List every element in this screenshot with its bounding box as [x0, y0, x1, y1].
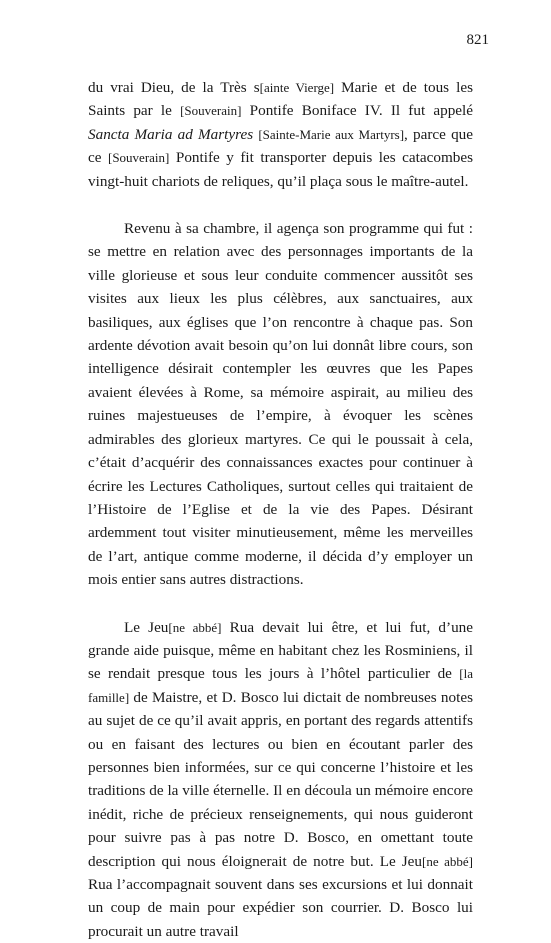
text-segment: Pontife Boniface IV. Il fut appelé	[241, 102, 473, 120]
text-segment: Marie et de tous les Saints par le	[88, 79, 473, 120]
text-segment: Revenu à sa chambre, il agença son programme qui fut : se mettre en relation avec des personnages importants de la ville glorieuse et sous leur conduite commencer aussitôt ses visites aux lieux les plus célèbres, aux sanctuaires, aux basiliques, aux églises que l’on rencontre à chaque pas. Son ardente dévotion avait besoin qu’on lui donnât libre cours, son intelligence désirait contempler les œuvres que les Papes avaient élevées à Rome, sa mémoire aspirait, au milieu des ruines majestueuses de l’empire, à évoquer les scènes admirables des glorieux martyres. Ce qui le poussait à cela, c’était d’acquérir des connaissances exactes pour continuer à écrire les Lectures Catholiques, surtout celles qui traitaient de l’Histoire de l’Eglise et de la vie des Papes. Désirant ardemment tout visiter minutieusement, même les merveilles de l’art, antique comme moderne, il décida d’y employer un mois entier sans autres distractions.	[88, 220, 473, 589]
text-segment: Le Jeu	[124, 618, 169, 636]
text-segment: Rua devait lui être, et lui fut, d’une grande aide puisque, même en habitant chez les Rosminiens, il se rendait presque tous les jours à l’hôtel particulier de	[88, 618, 473, 683]
text-segment: Rua l’accompagnait souvent dans ses excursions et lui donnait un coup de main pour expédier son courrier. D. Bosco lui procurait un autre travail	[88, 876, 473, 940]
bracketed-insertion: [ne abbé]	[422, 853, 473, 869]
paragraph-3	[88, 616, 473, 943]
text-segment: de Maistre, et D. Bosco lui dictait de nombreuses notes au sujet de ce qu’il avait appris, en portant des regards attentifs ou en faisant des lectures ou bien en écoutant parler des personnes bien informées, sur ce qui concerne l’histoire et les traditions de la ville éternelle. Il en découla un mémoire encore inédit, riche de précieux renseignements, qui nous guideront pour suivre pas à pas notre D. Bosco, en omettant toute description qui nous éloignerait de notre but. Le Jeu	[88, 688, 473, 870]
bracketed-insertion: [la famille]	[88, 666, 473, 705]
page-number: 821	[466, 32, 489, 48]
bracketed-insertion: [Souverain]	[180, 103, 242, 119]
paragraph-2	[88, 217, 473, 592]
text-segment: Pontife y fit transporter depuis les catacombes vingt-huit chariots de reliques, qu’il plaça sous le maître-autel.	[88, 149, 474, 190]
bracketed-insertion: [ne abbé]	[168, 619, 222, 635]
body-text	[88, 76, 473, 943]
bracketed-insertion: [ainte Vierge]	[259, 80, 335, 95]
italic-phrase: Sancta Maria ad Martyres	[88, 125, 254, 143]
bracketed-insertion: [Souverain]	[108, 150, 170, 166]
text-segment: , parce que ce	[88, 125, 474, 167]
paragraph-1	[88, 76, 473, 193]
bracketed-insertion: [Sainte-Marie aux Martyrs]	[258, 126, 405, 142]
text-segment: du vrai Dieu, de la Très s	[88, 79, 260, 96]
